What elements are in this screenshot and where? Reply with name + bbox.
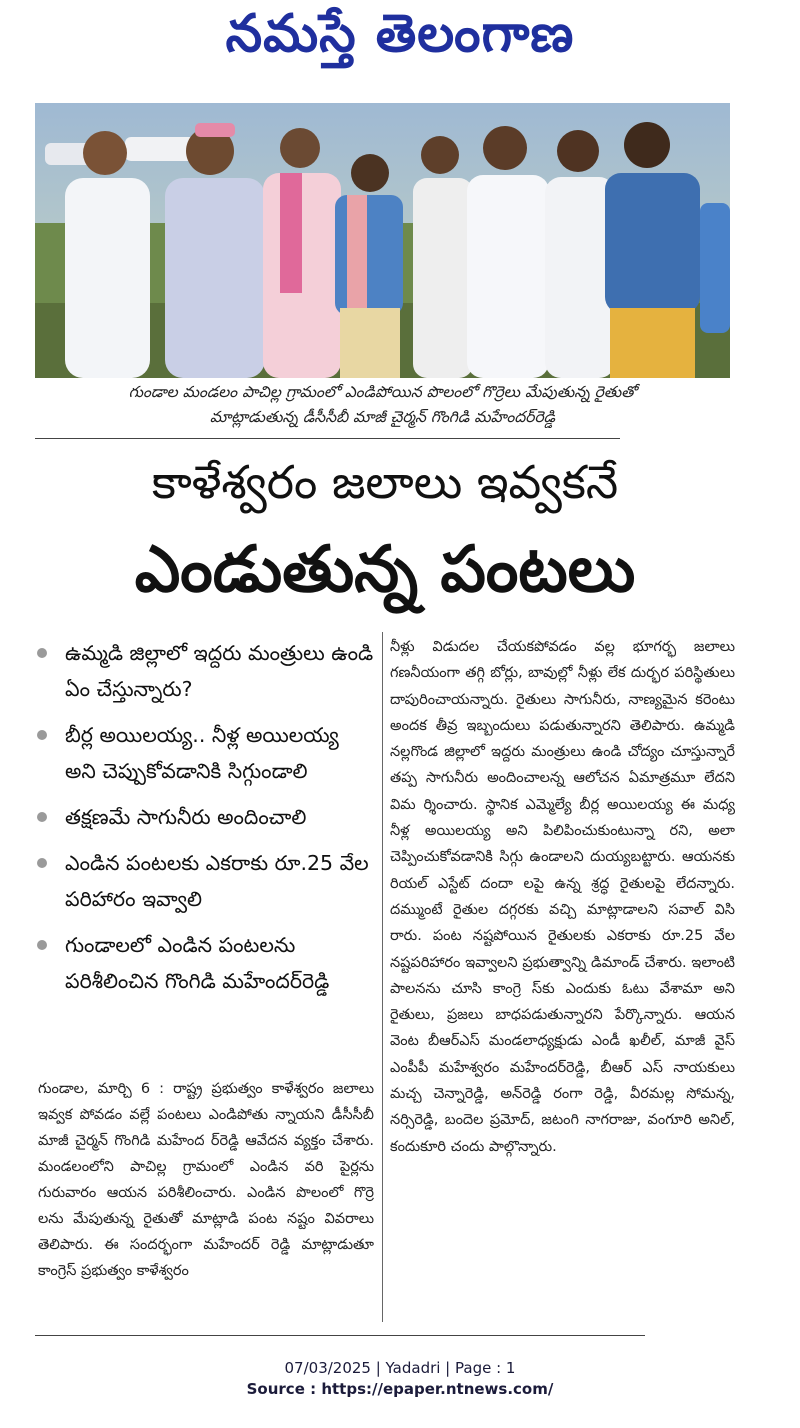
masthead-logo: నమస్తే తెలంగాణ (225, 3, 575, 64)
article-body-left: గుండాల, మార్చి 6 : రాష్ట్ర ప్రభుత్వం కాళేశ్వరం జలాలు ఇవ్వక పోవడం వల్లే పంటలు ఎండిపోతు న్నాయని డీసీసీబీ మాజీ చైర్మన్ గొంగిడి మహేంద ర్‌రెడ్డి ఆవేదన వ్యక్తం చేశారు. మండలంలోని పాచిల్ల గ్రామంలో ఎండిన వరి పైర్లను గురువారం ఆయన పరిశీలించారు. ఎండిన పొలంలో గొర్రె లను మేపుతున్న రైతుతో మాట్లాడి పంట నష్టం వివరాలు తెలిపారు. ఈ సందర్భంగా మహేందర్ రెడ్డి మాట్లాడుతూ కాంగ్రెస్ ప్రభుత్వం కాళేశ్వరం (38, 1081, 374, 1279)
article-body-right: నీళ్లు విడుదల చేయకపోవడం వల్ల భూగర్భ జలాలు గణనీయంగా తగ్గి బోర్లు, బావుల్లో నీళ్లు లేక దుర్భర పరిస్థితులు దాపురించాయన్నారు. రైతులు సాగునీరు, నాణ్యమైన కరెంటు అందక తీవ్ర ఇబ్బందులు పడుతున్నారని తెలిపారు. ఉమ్మడి నల్లగొండ జిల్లాలో ఇద్దరు మంత్రులు ఉండి చోద్యం చూస్తున్నారే తప్ప సాగునీరు అందించాలన్న ఆలోచన ఏమాత్రమూ లేదని విమ ర్శించారు. స్థానిక ఎమ్మెల్యే బీర్ల అయిలయ్య ఈ మధ్య నీళ్ల అయిలయ్య అని పిలిపించుకుంటున్నా రని, అలా చెప్పించుకోవడానికి సిగ్గు ఉండాలని దుయ్యబట్టారు. ఆయనకు రియల్ ఎస్టేట్ దందా లపై ఉన్న శ్రద్ధ రైతులపై లేదన్నారు. దమ్ముంటే రైతుల దగ్గరకు వచ్చి మాట్లాడాలని సవాల్ విసి రారు. పంట నష్టపోయిన రైతులకు ఎకరాకు రూ.25 వేల నష్టపరిహారం ఇవ్వాలని ప్రభుత్వాన్ని డిమాండ్ చేశారు. ఇలాంటి పాలనను చూసి కాంగ్రె స్‌కు ఎందుకు ఓటు వేశామా అని రైతులు, ప్రజలు బాధపడుతున్నారని పేర్కొన్నారు. ఆయన వెంట బీఆర్‌ఎస్ మండలాధ్యక్షుడు ఎండీ ఖలీల్, మాజీ వైస్ ఎంపీపీ మహేశ్వరం మహేందర్‌రెడ్డి, బీఆర్ ఎస్ నాయకులు మచ్చ చెన్నారెడ్డి, అన్‌రెడ్డి రంగా రెడ్డి, వీరమల్ల సోమన్న, నర్సిరెడ్డి, బందెల ప్రమోద్, జటంగి నాగరాజు, వంగూరి అనిల్, కందుకూరి చందు పాల్గొన్నారు. (390, 639, 735, 1155)
highlight-item (35, 927, 375, 999)
divider-bottom (35, 1335, 645, 1336)
footer-source: Source : https://epaper.ntnews.com/ (246, 1380, 554, 1398)
highlight-text: ఎండిన పంటలకు ఎకరాకు రూ.25 వేల పరిహారం ఇవ్వాలి (65, 851, 369, 911)
caption-line-2: మాట్లాడుతున్న డీసీసీబీ మాజీ చైర్మన్ గొంగిడి మహేందర్‌రెడ్డి (209, 408, 556, 426)
highlight-text: గుండాలలో ఎండిన పంటలను పరిశీలించిన గొంగిడి మహేందర్‌రెడ్డి (65, 933, 330, 993)
caption-line-1: గుండాల మండలం పాచిల్ల గ్రామంలో ఎండిపోయిన పొలంలో గొర్రెలు మేపుతున్న రైతుతో (128, 383, 637, 401)
highlight-text: తక్షణమే సాగునీరు అందించాలి (65, 805, 307, 829)
headline-kicker: కాళేశ్వరం జలాలు ఇవ్వకనే (151, 455, 619, 509)
bullet-icon (37, 648, 47, 658)
bullet-icon (37, 730, 47, 740)
highlight-text: ఉమ్మడి జిల్లాలో ఇద్దరు మంత్రులు ఉండి ఏం చేస్తున్నారు? (65, 641, 374, 701)
highlights-list (35, 635, 375, 1009)
page-footer (0, 1358, 800, 1400)
highlight-item (35, 845, 375, 917)
bullet-icon (37, 858, 47, 868)
highlight-item (35, 799, 375, 835)
bullet-icon (37, 812, 47, 822)
footer-edition-info: 07/03/2025 | Yadadri | Page : 1 (284, 1359, 516, 1377)
bullet-icon (37, 940, 47, 950)
news-photo (35, 103, 730, 378)
masthead (0, 0, 800, 80)
highlight-item (35, 717, 375, 789)
photo-caption (35, 380, 730, 430)
column-divider (382, 632, 383, 1322)
headline-main: ఎండుతున్న పంటలు (134, 533, 636, 607)
highlight-text: బీర్ల అయిలయ్య.. నీళ్ల అయిలయ్య అని చెప్పుకోవడానికి సిగ్గుండాలి (65, 723, 339, 783)
highlight-item (35, 635, 375, 707)
divider-top (35, 438, 620, 439)
